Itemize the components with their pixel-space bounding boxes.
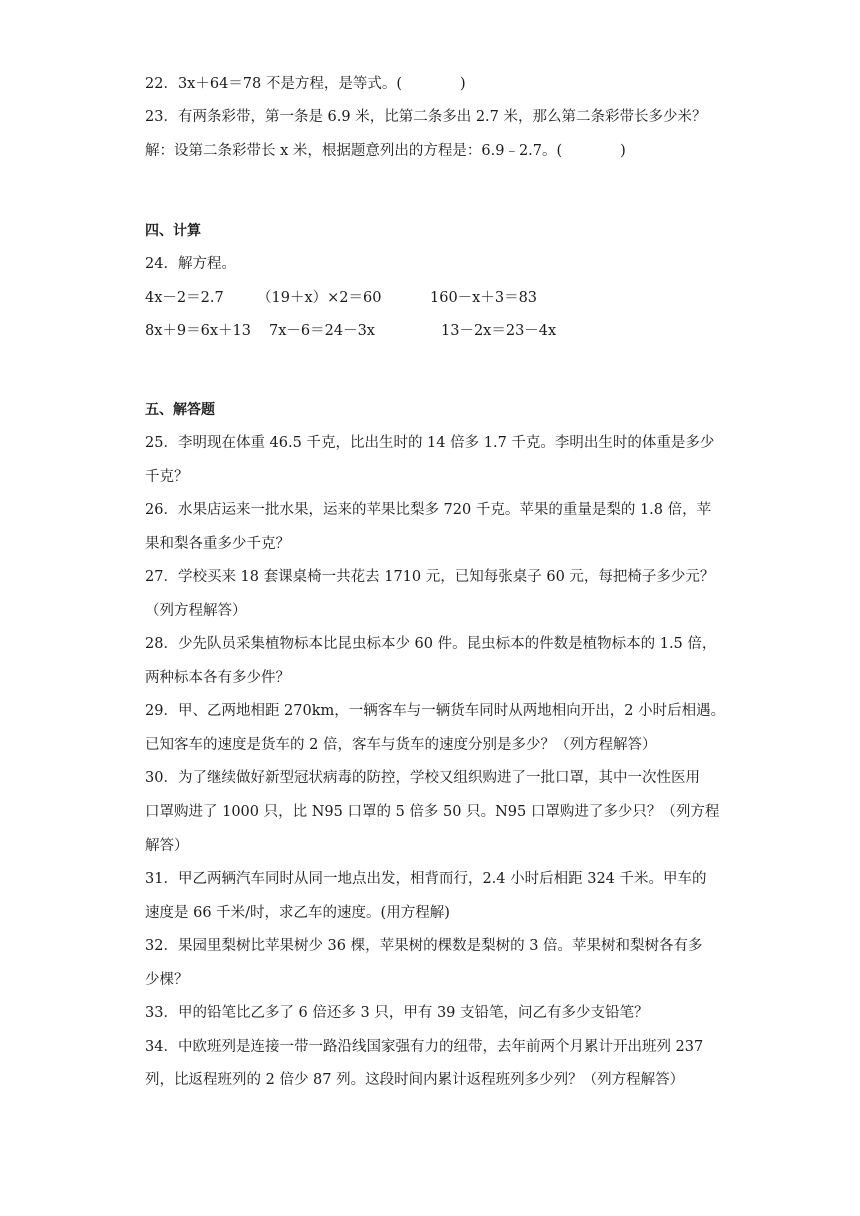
question-25: 25．李明现在体重 46.5 千克，比出生时的 14 倍多 1.7 千克。李明出生时的体重是多少: [145, 435, 715, 451]
question-23: 23．有两条彩带，第一条是 6.9 米，比第二条多出 2.7 米，那么第二条彩带长多少米？: [145, 109, 707, 125]
question-23-solution: 解：设第二条彩带长 x 米，根据题意列出的方程是：6.9﹣2.7。( ): [145, 143, 626, 159]
equation-6: 13－2x＝23－4x: [441, 323, 557, 339]
question-33: 33．甲的铅笔比乙多了 6 倍还多 3 只，甲有 39 支铅笔，问乙有多少支铅笔？: [145, 1005, 649, 1021]
question-27: 27．学校买来 18 套课桌椅一共花去 1710 元，已知每张桌子 60 元，每把椅子多少元？: [145, 569, 715, 585]
question-34-cont: 列，比返程班列的 2 倍少 87 列。这段时间内累计返程班列多少列？（列方程解答）: [145, 1072, 685, 1088]
equation-3: 160－x＋3＝83: [430, 290, 538, 306]
question-32: 32．果园里梨树比苹果树少 36 棵，苹果树的棵数是梨树的 3 倍。苹果树和梨树各有多: [145, 938, 703, 954]
question-32-cont: 少棵？: [145, 972, 189, 988]
question-22: 22．3x＋64＝78 不是方程，是等式。( ): [145, 76, 466, 92]
question-34: 34．中欧班列是连接一带一路沿线国家强有力的纽带，去年前两个月累计开出班列 237: [145, 1039, 704, 1055]
question-28: 28．少先队员采集植物标本比昆虫标本少 60 件。昆虫标本的件数是植物标本的 1.5 倍，: [145, 636, 717, 652]
question-30-cont2: 解答）: [145, 838, 189, 854]
question-29: 29．甲、乙两地相距 270km，一辆客车与一辆货车同时从两地相向开出，2 小时后相遇。: [145, 703, 726, 719]
section-5-heading: 五、解答题: [145, 402, 215, 418]
equation-2: （19＋x）×2＝60: [257, 290, 382, 306]
question-30-cont: 口罩购进了 1000 只，比 N95 口罩的 5 倍多 50 只。N95 口罩购进了多少只？（列方程: [145, 804, 720, 820]
equation-4: 8x＋9＝6x＋13: [145, 323, 251, 339]
question-31-cont: 速度是 66 千米/时，求乙车的速度。(用方程解): [145, 905, 450, 921]
question-25-cont: 千克？: [145, 469, 189, 485]
question-28-cont: 两种标本各有多少件？: [145, 670, 290, 686]
question-26: 26．水果店运来一批水果，运来的苹果比梨多 720 千克。苹果的重量是梨的 1.8 倍，苹: [145, 502, 712, 518]
question-26-cont: 果和梨各重多少千克？: [145, 536, 290, 552]
question-29-cont: 已知客车的速度是货车的 2 倍，客车与货车的速度分别是多少？（列方程解答）: [145, 737, 657, 753]
question-27-cont: （列方程解答）: [145, 603, 247, 619]
question-31: 31．甲乙两辆汽车同时从同一地点出发，相背而行，2.4 小时后相距 324 千米。甲车的: [145, 871, 707, 887]
question-24: 24．解方程。: [145, 256, 236, 272]
equation-5: 7x－6＝24－3x: [269, 323, 375, 339]
equation-1: 4x－2＝2.7: [145, 290, 224, 306]
section-4-heading: 四、计算: [145, 223, 201, 239]
question-30: 30．为了继续做好新型冠状病毒的防控，学校又组织购进了一批口罩，其中一次性医用: [145, 770, 700, 786]
